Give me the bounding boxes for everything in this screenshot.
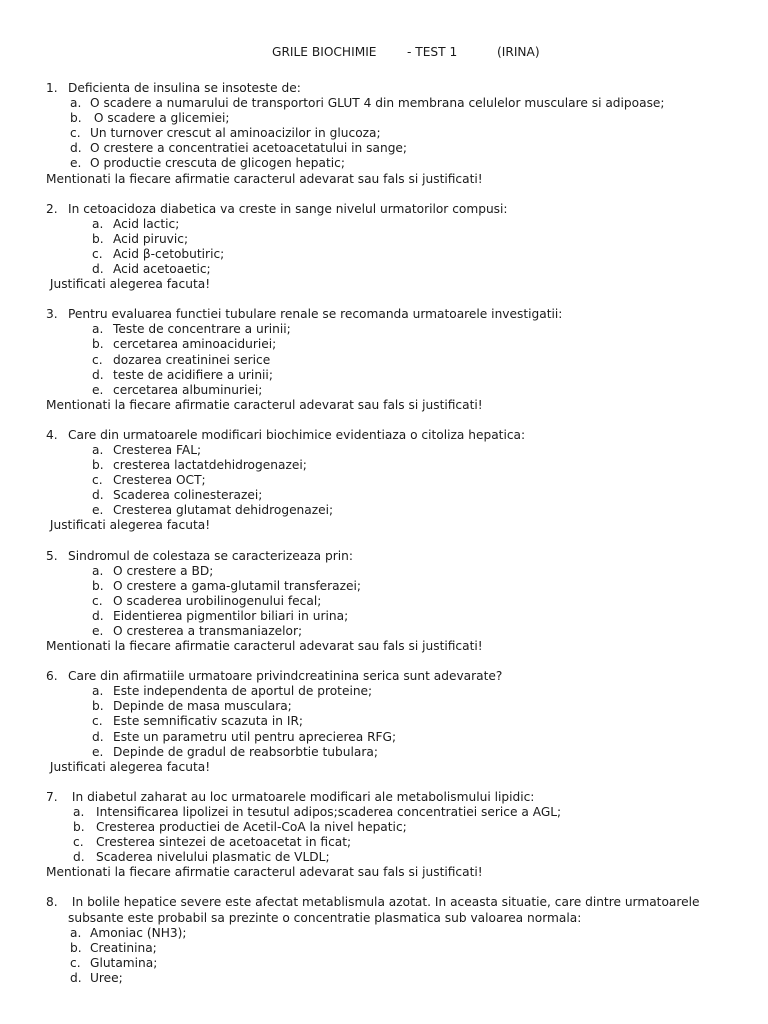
answer-option xyxy=(46,594,746,609)
option-letter: e. xyxy=(92,744,104,759)
option-letter: b. xyxy=(73,820,85,835)
option-text: dozarea creatininei serice xyxy=(113,352,271,367)
question-block xyxy=(46,790,746,881)
option-text: O crestere a BD; xyxy=(113,563,214,578)
option-letter: d. xyxy=(73,850,85,865)
question-instruction: Mentionati la fiecare afirmatie caracterul adevarat sau fals si justificati! xyxy=(46,865,483,880)
answer-option xyxy=(46,232,746,247)
option-text: Glutamina; xyxy=(90,955,158,970)
option-letter: c. xyxy=(92,352,103,367)
answer-option xyxy=(46,488,746,503)
answer-option xyxy=(46,503,746,518)
question-instruction: Justificati alegerea facuta! xyxy=(46,277,211,292)
option-text: O crestere a concentratiei acetoacetatului in sange; xyxy=(90,141,408,156)
option-letter: c. xyxy=(70,955,81,970)
question-text: In diabetul zaharat au loc urmatoarele modificari ale metabolismului lipidic: xyxy=(68,789,535,804)
question-number: 4. xyxy=(46,427,58,442)
question-block xyxy=(46,307,746,413)
option-text: cercetarea albuminuriei; xyxy=(113,382,263,397)
answer-option xyxy=(46,141,746,156)
option-letter: d. xyxy=(70,970,82,985)
answer-option xyxy=(46,714,746,729)
option-text: Creatinina; xyxy=(90,940,157,955)
answer-option xyxy=(46,730,746,745)
question-stem xyxy=(46,307,746,322)
question-block xyxy=(46,895,746,986)
answer-option xyxy=(46,850,746,865)
option-letter: c. xyxy=(73,835,84,850)
option-text: O cresterea a transmaniazelor; xyxy=(113,624,303,638)
answer-option xyxy=(46,699,746,714)
answer-option xyxy=(46,217,746,232)
question-block xyxy=(46,669,746,775)
question-instruction: Mentionati la fiecare afirmatie caracterul adevarat sau fals si justificati! xyxy=(46,171,483,186)
option-letter: c. xyxy=(70,126,81,141)
answer-option xyxy=(46,624,746,639)
answer-option xyxy=(46,745,746,760)
title-subject: GRILE BIOCHIMIE xyxy=(272,45,377,59)
option-letter: c. xyxy=(92,246,103,261)
answer-option xyxy=(46,926,746,941)
option-text: Teste de concentrare a urinii; xyxy=(113,322,291,337)
answer-option xyxy=(46,941,746,956)
answer-option xyxy=(46,262,746,277)
answer-option xyxy=(46,126,746,141)
question-text: Deficienta de insulina se insoteste de: xyxy=(68,81,301,95)
answer-option xyxy=(46,156,746,171)
question-text: In bolile hepatice severe este afectat metablismula azotat. In aceasta situatie, care dintre urmatoarele xyxy=(68,895,700,910)
answer-option xyxy=(46,247,746,262)
answer-option xyxy=(46,564,746,579)
question-number: 1. xyxy=(46,81,58,95)
option-text: Cresterea OCT; xyxy=(113,473,206,488)
question-text: Sindromul de colestaza se caracterizeaza prin: xyxy=(68,548,353,563)
question-stem xyxy=(46,669,746,684)
answer-option xyxy=(46,835,746,850)
option-text: Este semnificativ scazuta in IR; xyxy=(113,714,304,729)
option-letter: a. xyxy=(92,684,104,699)
option-text: Cresterea sintezei de acetoacetat in ficat; xyxy=(96,835,352,850)
option-letter: e. xyxy=(92,382,104,397)
option-text: Acid piruvic; xyxy=(113,231,189,246)
option-letter: a. xyxy=(70,96,82,111)
option-letter: b. xyxy=(92,458,104,473)
option-letter: a. xyxy=(92,442,104,457)
option-text: Cresterea FAL; xyxy=(113,442,202,457)
option-text: Intensificarea lipolizei in tesutul adipos;scaderea concentratiei serice a AGL; xyxy=(96,804,562,819)
question-block xyxy=(46,428,746,534)
option-letter: e. xyxy=(92,624,104,638)
option-letter: a. xyxy=(92,563,104,578)
question-number: 3. xyxy=(46,307,58,322)
option-letter: c. xyxy=(92,593,103,608)
question-list xyxy=(46,81,746,1001)
option-letter: d. xyxy=(92,262,104,277)
option-text: O scadere a numarului de transportori GLUT 4 din membrana celulelor musculare si adipoase; xyxy=(90,96,665,111)
question-block xyxy=(46,202,746,293)
option-text: Acid acetoaetic; xyxy=(113,262,211,277)
answer-option xyxy=(46,322,746,337)
question-text: Care din afirmatiile urmatoare privindcreatinina serica sunt adevarate? xyxy=(68,669,503,684)
option-letter: c. xyxy=(92,473,103,488)
option-text: O scaderea urobilinogenului fecal; xyxy=(113,593,322,608)
option-text: Depinde de gradul de reabsorbtie tubulara; xyxy=(113,744,378,759)
question-instruction: Justificati alegerea facuta! xyxy=(46,518,211,533)
option-letter: b. xyxy=(70,940,82,955)
document-title xyxy=(0,45,768,61)
option-text: Acid lactic; xyxy=(113,216,180,231)
question-instruction: Mentionati la fiecare afirmatie caracterul adevarat sau fals si justificati! xyxy=(46,639,483,654)
question-stem xyxy=(46,202,746,217)
option-text: teste de acidifiere a urinii; xyxy=(113,367,273,382)
option-letter: d. xyxy=(70,141,82,156)
option-text: Amoniac (NH3); xyxy=(90,925,187,940)
question-block xyxy=(46,549,746,655)
answer-option xyxy=(46,458,746,473)
answer-option xyxy=(46,111,746,126)
option-text: Scaderea colinesterazei; xyxy=(113,488,263,503)
option-text: Acid β-cetobutiric; xyxy=(113,246,225,261)
answer-option xyxy=(46,820,746,835)
question-stem-continued xyxy=(46,911,746,926)
option-text: Cresterea productiei de Acetil-CoA la nivel hepatic; xyxy=(96,820,407,835)
answer-option xyxy=(46,96,746,111)
option-text: Este un parametru util pentru aprecierea RFG; xyxy=(113,729,397,744)
option-letter: b. xyxy=(92,699,104,714)
answer-option xyxy=(46,971,746,986)
answer-option xyxy=(46,473,746,488)
title-author: (IRINA) xyxy=(497,45,540,59)
question-stem xyxy=(46,895,746,910)
question-stem xyxy=(46,428,746,443)
option-letter: b. xyxy=(92,337,104,352)
question-text: Care din urmatoarele modificari biochimice evidentiaza o citoliza hepatica: xyxy=(68,427,526,442)
question-stem xyxy=(46,549,746,564)
option-text: Un turnover crescut al aminoacizilor in glucoza; xyxy=(90,126,381,141)
option-letter: d. xyxy=(92,729,104,744)
question-text: Pentru evaluarea functiei tubulare renale se recomanda urmatoarele investigatii: xyxy=(68,307,563,322)
answer-option xyxy=(46,684,746,699)
question-number: 8. xyxy=(46,895,58,910)
option-letter: c. xyxy=(92,714,103,729)
option-letter: b. xyxy=(92,231,104,246)
title-test-number: - TEST 1 xyxy=(407,45,458,59)
option-text: O productie crescuta de glicogen hepatic; xyxy=(90,156,345,171)
question-text: In cetoacidoza diabetica va creste in sange nivelul urmatorilor compusi: xyxy=(68,201,508,216)
option-letter: d. xyxy=(92,488,104,503)
answer-option xyxy=(46,383,746,398)
option-text: Cresterea glutamat dehidrogenazei; xyxy=(113,503,334,518)
answer-option xyxy=(46,956,746,971)
option-text: cresterea lactatdehidrogenazei; xyxy=(113,458,307,473)
option-text: Scaderea nivelului plasmatic de VLDL; xyxy=(96,850,330,865)
option-letter: a. xyxy=(92,216,104,231)
option-text: Uree; xyxy=(90,970,123,985)
option-letter: d. xyxy=(92,608,104,623)
question-number: 5. xyxy=(46,548,58,563)
answer-option xyxy=(46,805,746,820)
option-letter: a. xyxy=(92,322,104,337)
answer-option xyxy=(46,337,746,352)
question-stem xyxy=(46,790,746,805)
answer-option xyxy=(46,353,746,368)
answer-option xyxy=(46,579,746,594)
option-text: O crestere a gama-glutamil transferazei; xyxy=(113,578,362,593)
question-text-line2: subsante este probabil sa prezinte o concentratie plasmatica sub valoarea normala: xyxy=(68,910,582,925)
question-instruction: Mentionati la fiecare afirmatie caracterul adevarat sau fals si justificati! xyxy=(46,397,483,412)
option-letter: b. xyxy=(70,111,82,126)
question-instruction: Justificati alegerea facuta! xyxy=(46,759,211,774)
question-stem xyxy=(46,81,746,96)
answer-option xyxy=(46,443,746,458)
option-text: Depinde de masa musculara; xyxy=(113,699,292,714)
option-text: cercetarea aminoaciduriei; xyxy=(113,337,277,352)
option-text: Eidentierea pigmentilor biliari in urina; xyxy=(113,608,349,623)
question-number: 7. xyxy=(46,789,58,804)
answer-option xyxy=(46,609,746,624)
option-letter: a. xyxy=(70,925,82,940)
option-letter: d. xyxy=(92,367,104,382)
option-letter: a. xyxy=(73,804,85,819)
answer-option xyxy=(46,368,746,383)
option-letter: e. xyxy=(92,503,104,518)
option-letter: b. xyxy=(92,578,104,593)
question-number: 6. xyxy=(46,669,58,684)
option-letter: e. xyxy=(70,156,82,171)
question-block xyxy=(46,81,746,187)
option-text: Este independenta de aportul de proteine; xyxy=(113,684,373,699)
option-text: O scadere a glicemiei; xyxy=(90,111,230,126)
question-number: 2. xyxy=(46,201,58,216)
